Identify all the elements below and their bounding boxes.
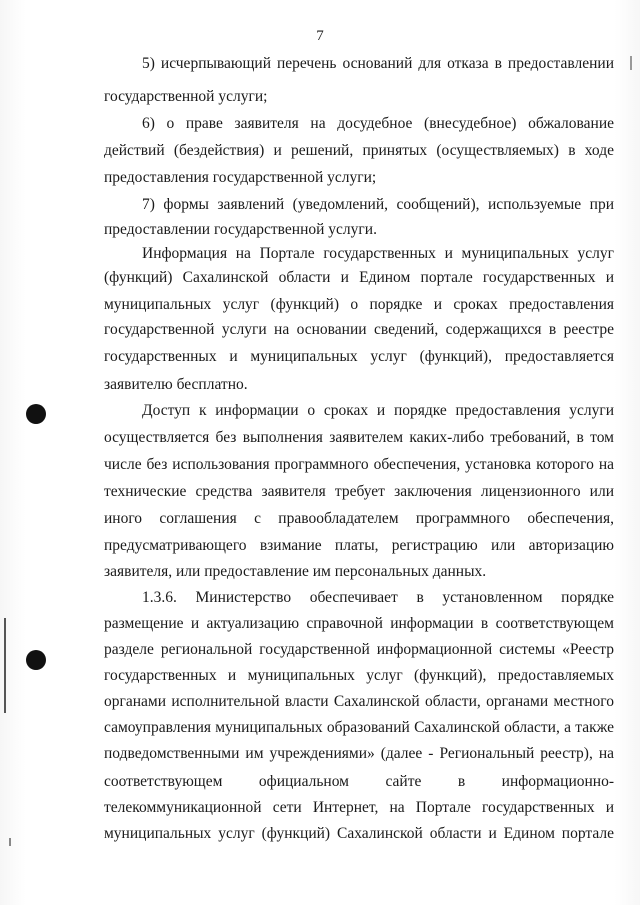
text-line: самоуправления муниципальных образований Сахалинской области, а также	[104, 719, 614, 736]
text-line: Информация на Портале государственных и муниципальных услуг	[142, 245, 614, 262]
text-line: предоставления государственной услуги;	[104, 169, 377, 186]
text-line: государственных и муниципальных услуг (функций), предоставляется	[104, 348, 614, 365]
text-line: подведомственными им учреждениями» (далее - Региональный реестр), на	[104, 745, 614, 762]
text-line: соответствующем официальном сайте в информационно-	[104, 773, 614, 790]
text-line: 1.3.6. Министерство обеспечивает в установленном порядке	[142, 589, 614, 606]
text-line: заявителю бесплатно.	[104, 376, 248, 393]
text-line: государственной услуги;	[104, 88, 268, 105]
text-line: предоставлении государственной услуги.	[104, 221, 377, 238]
text-line: телекоммуникационной сети Интернет, на Портале государственных и	[104, 799, 614, 816]
text-line: муниципальных услуг (функций) Сахалинской области и Едином портале	[104, 825, 614, 842]
text-line: 6) о праве заявителя на досудебное (внесудебное) обжалование	[142, 115, 614, 132]
text-line: органами исполнительной власти Сахалинской области, органами местного	[104, 693, 614, 710]
text-line: осуществляется без выполнения заявителем каких-либо требований, в том	[104, 429, 614, 446]
text-line: предусматривающего взимание платы, регистрацию или авторизацию	[104, 537, 614, 554]
text-line: муниципальных услуг (функций) о порядке и сроках предоставления	[104, 296, 614, 313]
scan-edge-mark	[4, 618, 6, 713]
punch-hole-mark	[26, 650, 46, 670]
scan-edge-mark	[9, 838, 11, 846]
page-number: 7	[316, 28, 324, 44]
text-line: 7) формы заявлений (уведомлений, сообщений), используемые при	[142, 196, 614, 213]
text-line: иного соглашения с правообладателем программного обеспечения,	[104, 510, 614, 527]
text-line: числе без использования программного обеспечения, установка которого на	[104, 456, 614, 473]
punch-hole-mark	[26, 404, 46, 424]
text-line: (функций) Сахалинской области и Едином портале государственных и	[104, 269, 614, 286]
text-line: государственных и муниципальных услуг (функций), предоставляемых	[104, 667, 614, 684]
text-line: государственной услуги на основании сведений, содержащихся в реестре	[104, 321, 614, 338]
text-line: Доступ к информации о сроках и порядке предоставления услуги	[142, 402, 614, 419]
text-line: размещение и актуализацию справочной информации в соответствующем	[104, 615, 614, 632]
scan-edge-mark	[630, 56, 632, 70]
text-line: действий (бездействия) и решений, принятых (осуществляемых) в ходе	[104, 142, 614, 159]
text-line: 5) исчерпывающий перечень оснований для отказа в предоставлении	[142, 55, 614, 72]
text-line: разделе региональной государственной информационной системы «Реестр	[104, 641, 614, 658]
text-line: заявителя, или предоставление им персональных данных.	[104, 563, 487, 580]
text-line: технические средства заявителя требует заключения лицензионного или	[104, 483, 614, 500]
